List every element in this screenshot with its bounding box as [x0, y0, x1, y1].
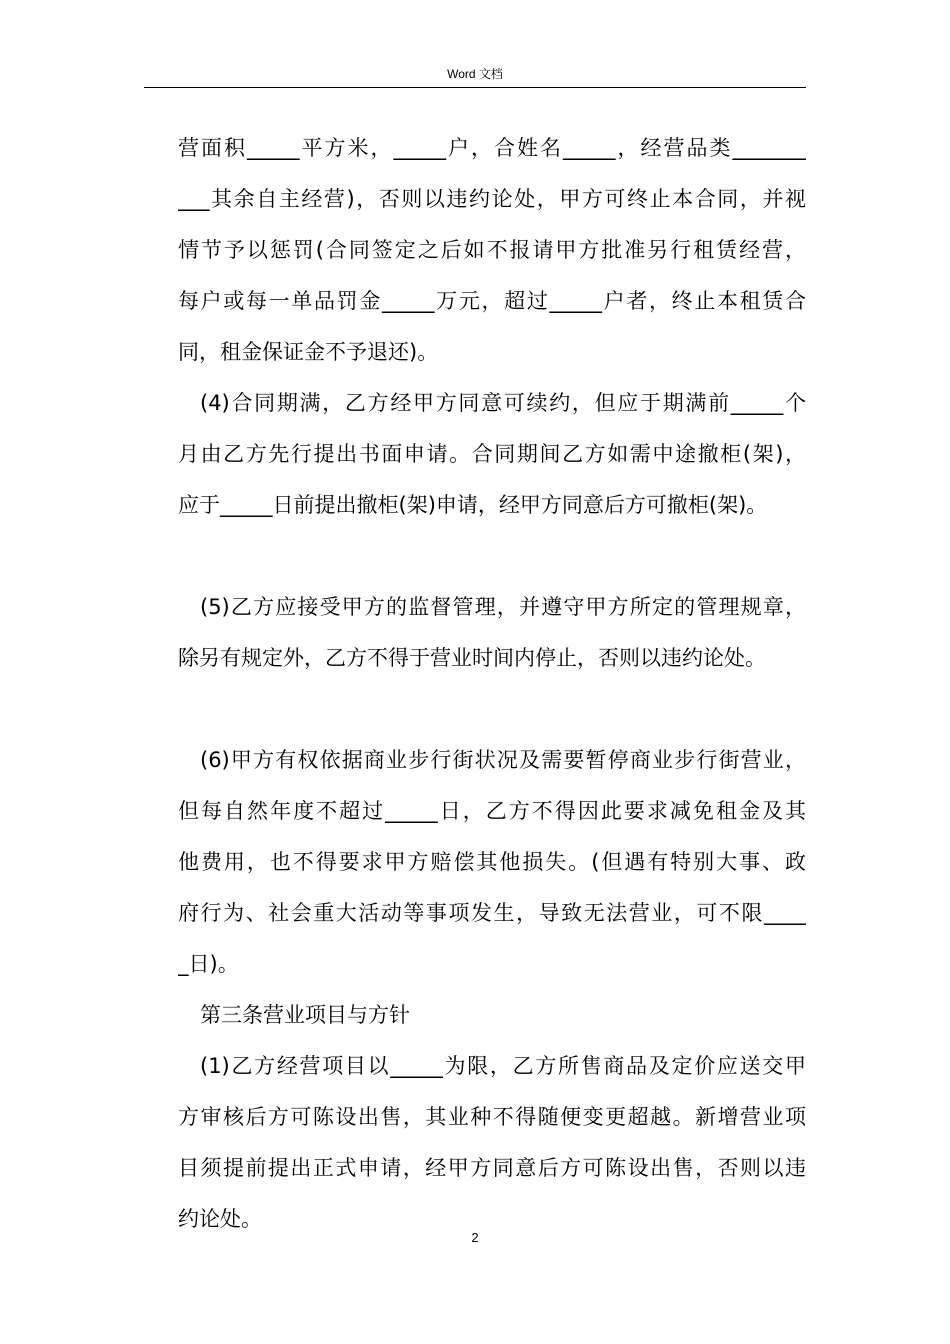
body-line: ___其余自主经营)，否则以违约论处，甲方可终止本合同，并视	[178, 187, 806, 211]
clause-6-line: 但每自然年度不超过_____日，乙方不得因此要求减免租金及其	[178, 799, 806, 823]
page-number: 2	[471, 1230, 479, 1245]
clause-5-line: (5)乙方应接受甲方的监督管理，并遵守甲方所定的管理规章，	[200, 595, 806, 619]
document-body	[178, 123, 806, 1245]
clause-6-line: (6)甲方有权依据商业步行街状况及需要暂停商业步行街营业，	[200, 748, 806, 772]
paragraph-gap	[178, 684, 806, 735]
header-divider	[144, 87, 806, 88]
clause-6-line: 府行为、社会重大活动等事项发生，导致无法营业，可不限____	[178, 901, 806, 925]
clause-4-line: 应于_____日前提出撤柜(架)申请，经甲方同意后方可撤柜(架)。	[178, 493, 768, 517]
section-3-clause-1-line: 方审核后方可陈设出售，其业种不得随便变更超越。新增营业项	[178, 1105, 806, 1129]
section-3-clause-1-line: 目须提前提出正式申请，经甲方同意后方可陈设出售，否则以违	[178, 1156, 806, 1180]
section-3-clause-1-line: 约论处。	[178, 1207, 262, 1231]
body-line: 每户或每一单品罚金_____万元，超过_____户者，终止本租赁合	[178, 289, 806, 313]
clause-6-line: _日)。	[178, 952, 239, 976]
clause-6-line: 他费用，也不得要求甲方赔偿其他损失。(但遇有特别大事、政	[178, 850, 806, 874]
body-line: 同，租金保证金不予退还)。	[178, 340, 439, 364]
body-line: 情节予以惩罚(合同签定之后如不报请甲方批准另行租赁经营，	[178, 238, 806, 262]
section-heading: 第三条营业项目与方针	[200, 1003, 410, 1027]
body-line: 营面积_____平方米，_____户，合姓名_____，经营品类_______	[178, 136, 806, 160]
paragraph-gap	[178, 531, 806, 582]
clause-5-line: 除另有规定外，乙方不得于营业时间内停止，否则以违约论处。	[178, 646, 766, 670]
page-header-title: Word 文档	[447, 67, 503, 81]
clause-4-line: (4)合同期满，乙方经甲方同意可续约，但应于期满前_____个	[200, 391, 806, 415]
clause-4-line: 月由乙方先行提出书面申请。合同期间乙方如需中途撤柜(架)，	[178, 442, 806, 466]
section-3-clause-1-line: (1)乙方经营项目以_____为限，乙方所售商品及定价应送交甲	[200, 1054, 806, 1078]
